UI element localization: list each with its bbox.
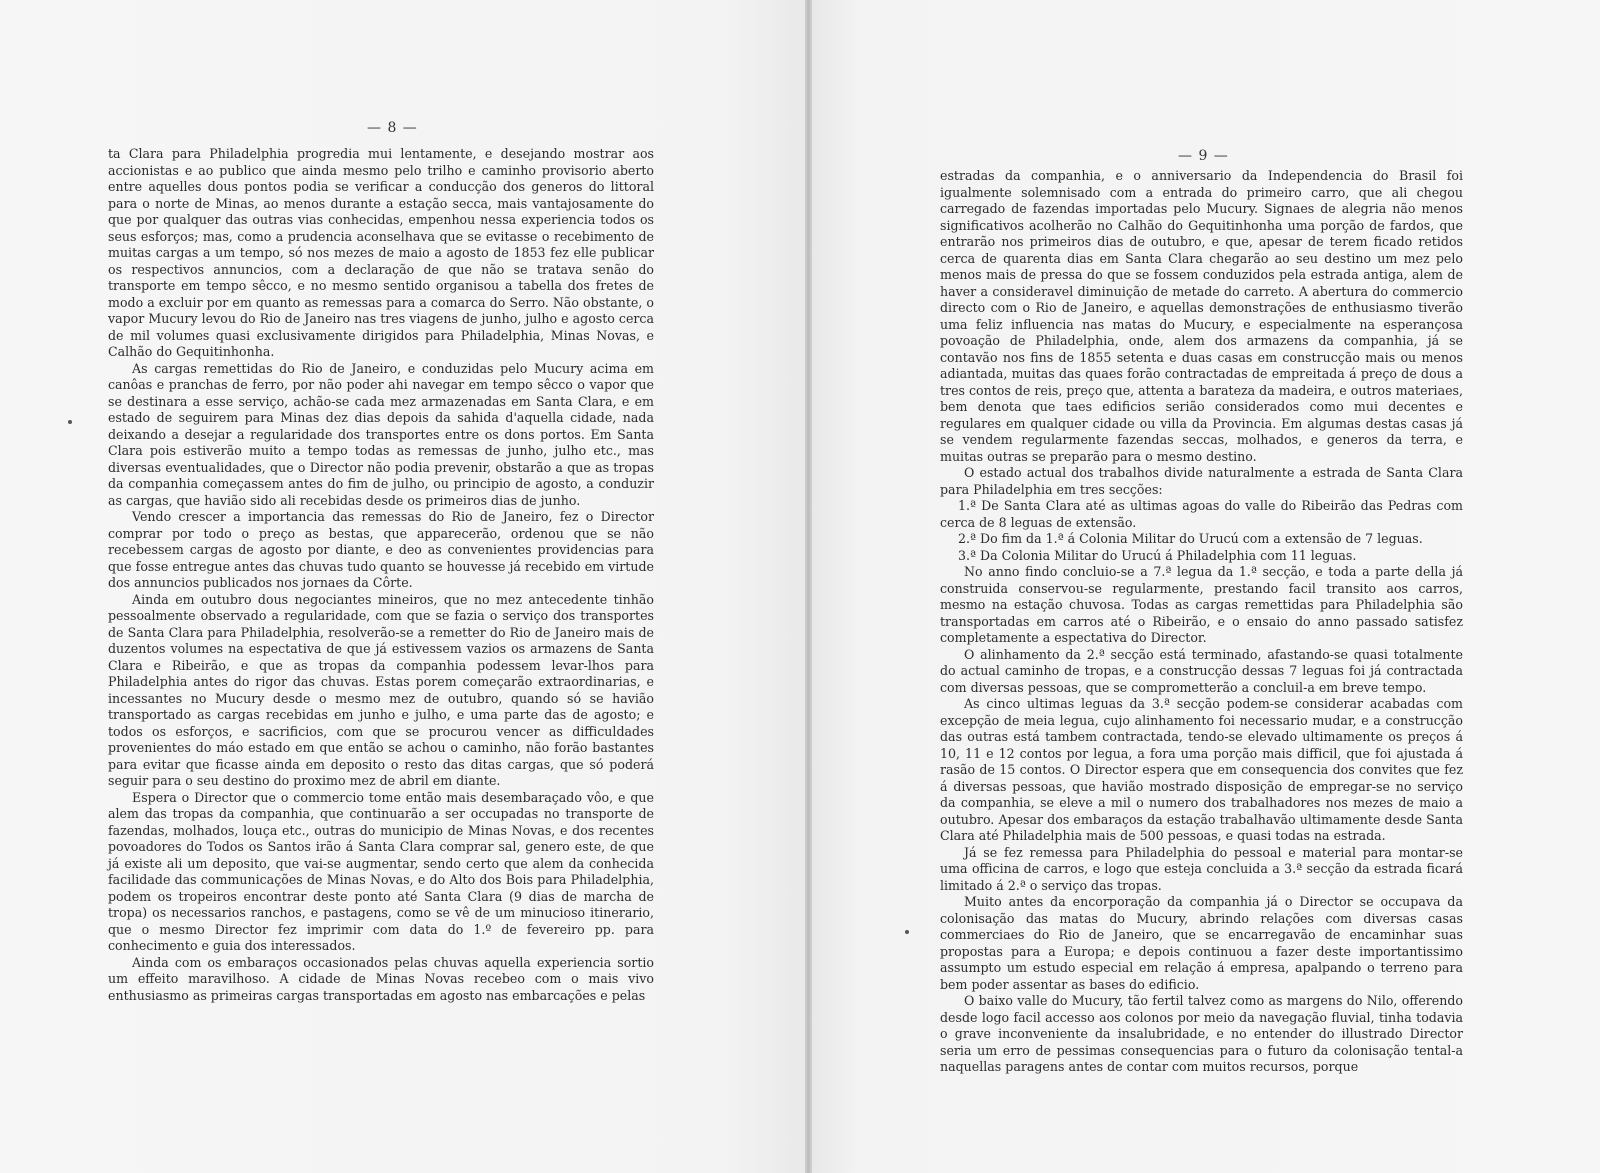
paragraph: Já se fez remessa para Philadelphia do pessoal e material para montar-se uma officina de carros, e logo que esteja concluida a 3.ª secção da estrada ficará limitado á 2.ª o serviço das tropas. bbox=[940, 844, 1463, 893]
left-page-body bbox=[108, 146, 654, 1004]
paragraph: ta Clara para Philadelphia progredia mui lentamente, e desejando mostrar aos accionistas e ao publico que ainda mesmo pelo trilho e caminho provisorio aberto entre aquelles dous pontos podia se verificar a conducção dos generos do littoral para o norte de Minas, ao menos durante a estação secca, mais vantajosamente do que por qualquer das outras vias conhecidas, empenhou nessa experiencia todos os seus esforços; mas, como a prudencia aconselhava que se evitasse o recebimento de muitas cargas a um tempo, só nos mezes de maio a agosto de 1853 fez elle publicar os respectivos annuncios, com a declaração de que não se tratava senão do transporte em tempo sêcco, e no mesmo sentido organisou a tabella dos fretes de modo a excluir por em quanto as remessas para a comarca do Serro. Não obstante, o vapor Mucury levou do Rio de Janeiro nas tres viagens de junho, julho e agosto cerca de mil volumes quasi exclusivamente dirigidos para Philadelphia, Minas Novas, e Calhão do Gequitinhonha. bbox=[108, 146, 654, 359]
page-number-right: — 9 — bbox=[1178, 148, 1229, 164]
paragraph: O alinhamento da 2.ª secção está terminado, afastando-se quasi totalmente do actual caminho de tropas, e a construcção dessas 7 leguas foi já contractada com diversas pessoas, que se comprometterão a concluil-a em breve tempo. bbox=[940, 646, 1463, 695]
list-item: 1.ª De Santa Clara até as ultimas agoas do valle do Ribeirão das Pedras com cerca de 8 leguas de extensão. bbox=[940, 498, 1463, 530]
paragraph: As cinco ultimas leguas da 3.ª secção podem-se considerar acabadas com excepção de meia legua, cujo alinhamento foi necessario mudar, e a construcção das outras está tambem contractada, tendo-se elevado ultimamente os preços á 10, 11 e 12 contos por legua, a fora uma porção mais difficil, que foi ajustada á rasão de 15 contos. O Director espera que em consequencia dos convites que fez á diversas pessoas, que havião mostrado disposição de empregar-se no serviço da companhia, se eleve a mil o numero dos trabalhadores nos mezes de maio a outubro. Apesar dos embaraços da estação trabalhavão ultimamente desde Santa Clara até Philadelphia mais de 500 pessoas, e quasi todas na estrada. bbox=[940, 696, 1463, 843]
paragraph: Muito antes da encorporação da companhia já o Director se occupava da colonisação das matas do Mucury, abrindo relações com diversas casas commerciaes do Rio de Janeiro, que se encarregavão de encaminhar suas propostas para a Europa; e depois continuou a fazer deste importantissimo assumpto um estudo especial em relação á empresa, apalpando o terreno para bem poder assentar as bases do edificio. bbox=[940, 894, 1463, 992]
paragraph: Vendo crescer a importancia das remessas do Rio de Janeiro, fez o Director comprar por todo o preço as bestas, que apparecerão, ordenou que se não recebessem cargas de agosto por diante, e deo as convenientes providencias para que fosse entregue antes das chuvas tudo quanto se houvesse já recebido em virtude dos annuncios publicados nos jornaes da Côrte. bbox=[108, 509, 654, 590]
paragraph: Ainda em outubro dous negociantes mineiros, que no mez antecedente tinhão pessoalmente observado a regularidade, com que se fazia o serviço dos transportes de Santa Clara para Philadelphia, resolverão-se a remetter do Rio de Janeiro mais de duzentos volumes na espectativa de que já estivessem vazios os armazens de Santa Clara e Ribeirão, e que as tropas da companhia podessem levar-lhos para Philadelphia antes do rigor das chuvas. Estas porem começarão extraordinarias, e incessantes no Mucury desde o mesmo mez de outubro, quando só se havião transportado as cargas recebidas em junho e julho, e uma parte das de agosto; e todos os esforços, e sacrificios, com que se procurou vencer as difficuldades provenientes do máo estado em que então se achou o caminho, não forão bastantes para evitar que ficasse ainda em deposito o resto das ditas cargas, que só poderá seguir para o seu destino do proximo mez de abril em diante. bbox=[108, 591, 654, 788]
book-gutter bbox=[805, 0, 812, 1173]
paragraph: Ainda com os embaraços occasionados pelas chuvas aquella experiencia sortio um effeito maravilhoso. A cidade de Minas Novas recebeo com o mais vivo enthusiasmo as primeiras cargas transportadas em agosto nas embarcações e pelas bbox=[108, 954, 654, 1003]
list-item: 2.ª Do fim da 1.ª á Colonia Militar do Urucú com a extensão de 7 leguas. bbox=[958, 531, 1423, 546]
paragraph: O baixo valle do Mucury, tão fertil talvez como as margens do Nilo, offerendo desde logo facil accesso aos colonos por meio da navegação fluvial, tinha todavia o grave inconveniente da insalubridade, e no entender do illustrado Director seria um erro de pessimas consequencias para o futuro da colonisação tental-a naquellas paragens antes de contar com muitos recursos, porque bbox=[940, 993, 1463, 1074]
paragraph: Espera o Director que o commercio tome então mais desembaraçado vôo, e que alem das tropas da companhia, que continuarão a ser occupadas no transporte de fazendas, molhados, louça etc., outras do municipio de Minas Novas, e dos recentes povoadores do Todos os Santos irão á Santa Clara comprar sal, genero este, de que já existe ali um deposito, que vai-se augmentar, sendo certo que alem da conhecida facilidade das communicações de Minas Novas, e do Alto dos Bois para Philadelphia, podem os tropeiros encontrar deste ponto até Santa Clara (9 dias de marcha de tropa) os necessarios ranchos, e pastagens, como se vê de um minucioso itinerario, que o mesmo Director fez imprimir com data do 1.º de fevereiro pp. para conhecimento e guia dos interessados. bbox=[108, 789, 654, 953]
paragraph: As cargas remettidas do Rio de Janeiro, e conduzidas pelo Mucury acima em canôas e pranchas de ferro, por não poder ahi navegar em tempo sêcco o vapor que se destinara a esse serviço, achão-se cada mez armazenadas em Santa Clara, e em estado de seguirem para Minas dez dias depois da sahida d'aquella cidade, nada deixando a desejar a regularidade dos transportes entre os dons portos. Em Santa Clara pois estiverão muito a tempo todas as remessas de junho, julho etc., mas diversas eventualidades, que o Director não podia prevenir, obstarão a que as tropas da companhia começassem antes do fim de julho, ou principio de agosto, a conduzir as cargas, que havião sido ali recebidas desde os primeiros dias de junho. bbox=[108, 360, 654, 508]
ink-speck bbox=[68, 420, 72, 424]
list-item: 3.ª Da Colonia Militar do Urucú á Philadelphia com 11 leguas. bbox=[958, 547, 1357, 563]
paragraph: O estado actual dos trabalhos divide naturalmente a estrada de Santa Clara para Philadelphia em tres secções: bbox=[940, 465, 1463, 497]
paragraph: No anno findo concluio-se a 7.ª legua da 1.ª secção, e toda a parte della já construida conservou-se regularmente, prestando facil transito aos carros, mesmo na estação chuvosa. Todas as cargas remettidas para Philadelphia são transportadas em carros até o Ribeirão, e o ensaio do anno passado satisfez completamente a espectativa do Director. bbox=[940, 564, 1463, 645]
right-page-body bbox=[940, 168, 1463, 1076]
page-number-left: — 8 — bbox=[367, 120, 418, 136]
right-page bbox=[812, 0, 1600, 1173]
ink-speck bbox=[905, 930, 909, 934]
paragraph: estradas da companhia, e o anniversario da Independencia do Brasil foi igualmente solemnisado com a entrada do primeiro carro, que ali chegou carregado de fazendas importadas pelo Mucury. Signaes de alegria não menos significativos acolherão no Calhão do Gequitinhonha uma porção de fardos, que entrarão nos primeiros dias de outubro, e que, apesar de terem ficado retidos cerca de quarenta dias em Santa Clara chegarão ao seu destino um mez pelo menos mais de pressa do que se fossem conduzidos pela estrada antiga, alem de haver a consideravel diminuição de metade do carreto. A abertura do commercio directo com o Rio de Janeiro, e aquellas demonstrações de enthusiasmo tiverão uma feliz influencia nas matas do Mucury, e especialmente na esperançosa povoação de Philadelphia, onde, alem dos armazens da companhia, já se contavão nos fins de 1855 setenta e duas casas em construcção mais ou menos adiantada, muitas das quaes forão contractadas de empreitada á preço de dous a tres contos de reis, preço que, attenta a barateza da madeira, e outros materiaes, bem denota que taes edificios serião considerados como mui decentes e regulares em qualquer cidade ou villa da Provincia. Em algumas destas casas já se vendem regularmente fazendas seccas, molhados, e generos da terra, e muitas outras se preparão para o mesmo destino. bbox=[940, 168, 1464, 464]
